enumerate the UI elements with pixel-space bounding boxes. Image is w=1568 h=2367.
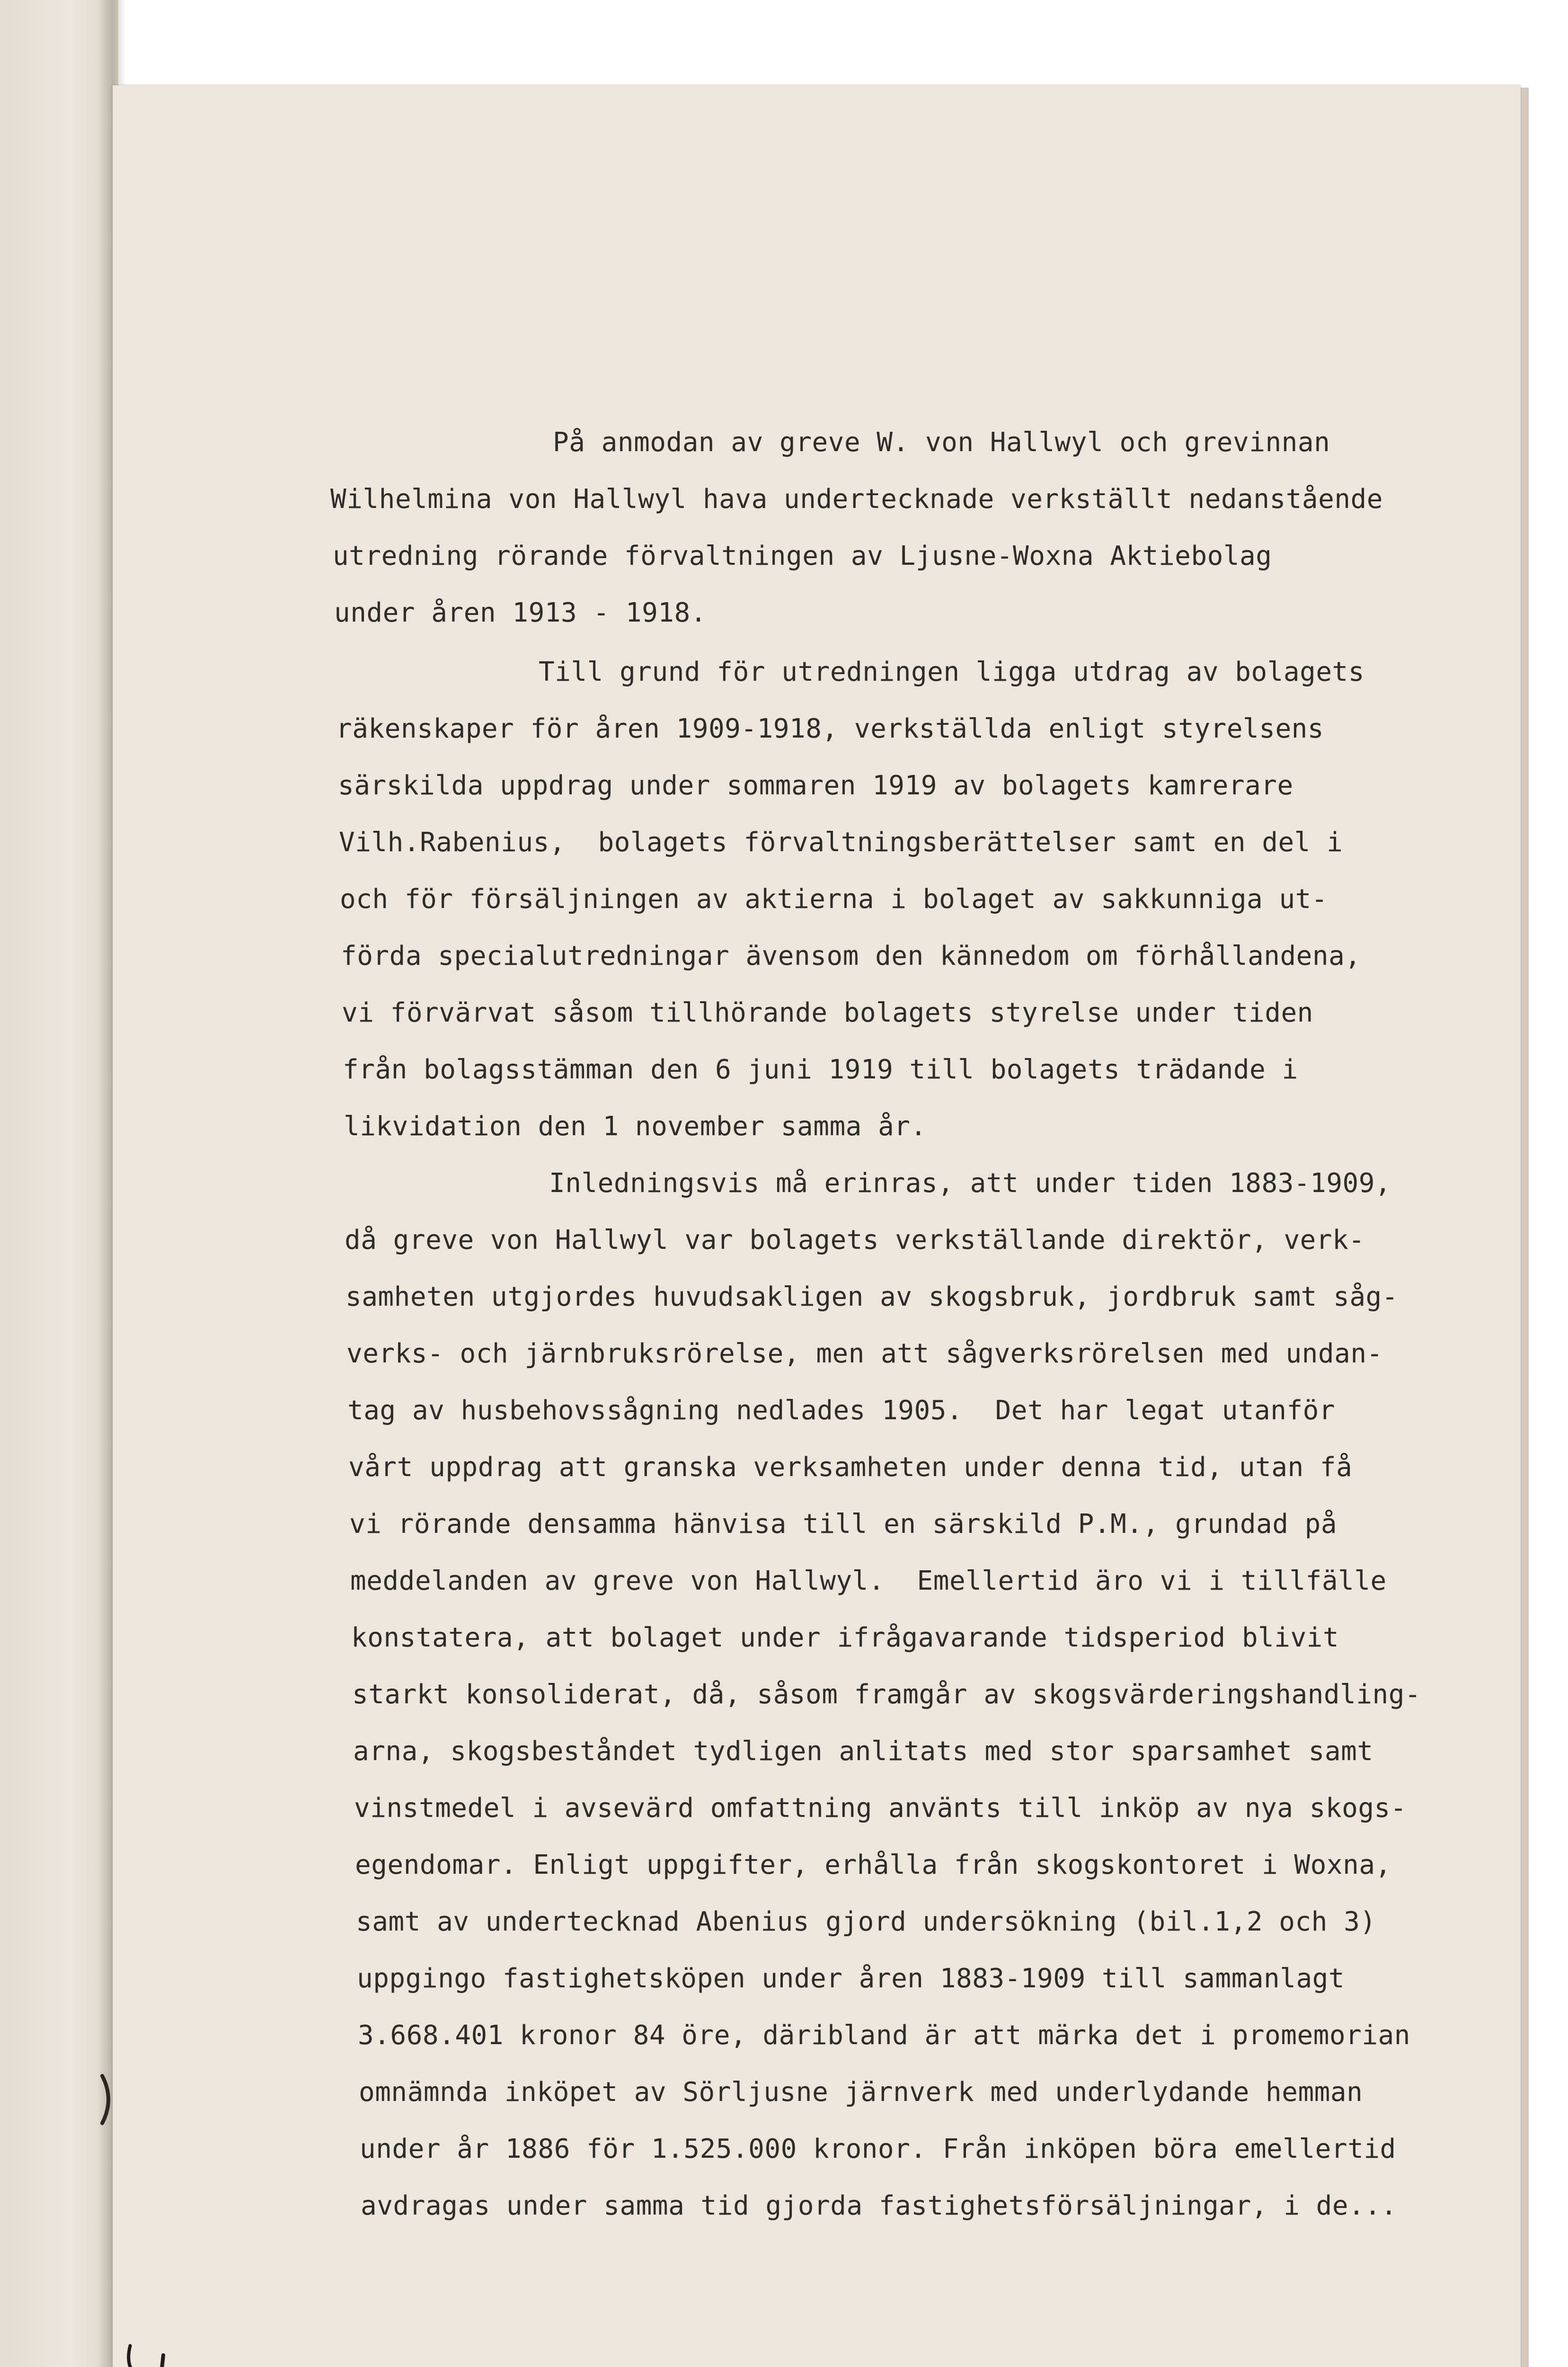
text-line: under år 1886 för 1.525.000 kronor. Från inköpen böra emellertid	[360, 2134, 1396, 2164]
text-line: avdragas under samma tid gjorda fastighetsförsäljningar, i de...	[361, 2190, 1397, 2221]
text-line: uppgingo fastighetsköpen under åren 1883-1909 till sammanlagt	[357, 1963, 1345, 1994]
text-line: konstatera, att bolaget under ifrågavarande tidsperiod blivit	[351, 1622, 1339, 1653]
text-line: och för försäljningen av aktierna i bolaget av sakkunniga ut-	[340, 884, 1328, 915]
text-line: 3.668.401 kronor 84 öre, däribland är att märka det i promemorian	[358, 2020, 1410, 2051]
text-line: från bolagsstämman den 6 juni 1919 till bolagets trädande i	[343, 1054, 1298, 1085]
text-line: omnämnda inköpet av Sörljusne järnverk med underlydande hemman	[359, 2077, 1363, 2108]
text-line: egendomar. Enligt uppgifter, erhålla från skogskontoret i Woxna,	[355, 1850, 1391, 1880]
text-line: förda specialutredningar ävensom den kännedom om förhållandena,	[341, 941, 1361, 971]
text-line: tag av husbehovssågning nedlades 1905. Det har legat utanför	[347, 1395, 1336, 1426]
text-line: under åren 1913 - 1918.	[334, 597, 707, 628]
text-line: likvidation den 1 november samma år.	[344, 1111, 927, 1142]
margin-bracket-mark	[98, 2071, 117, 2128]
text-line: verks- och järnbruksrörelse, men att sågverksrörelsen med undan-	[346, 1338, 1383, 1369]
text-line: Vilh.Rabenius, bolagets förvaltningsberättelser samt en del i	[339, 827, 1343, 858]
handwritten-initials-signature	[97, 2336, 192, 2367]
text-line: vi rörande densamma hänvisa till en särskild P.M., grundad på	[349, 1509, 1338, 1539]
text-line: Till grund för utredningen ligga utdrag av bolagets	[539, 657, 1364, 687]
text-line: vinstmedel i avsevärd omfattning använts till inköp av nya skogs-	[354, 1793, 1407, 1824]
text-line: arna, skogsbeståndet tydligen anlitats med stor sparsamhet samt	[353, 1736, 1373, 1767]
text-line: räkenskaper för åren 1909-1918, verkställda enligt styrelsens	[336, 713, 1324, 744]
text-line: samt av undertecknad Abenius gjord undersökning (bil.1,2 och 3)	[356, 1906, 1376, 1937]
typed-text-body	[113, 85, 1521, 2367]
text-line: särskilda uppdrag under sommaren 1919 av bolagets kamrerare	[338, 770, 1293, 801]
document-page	[113, 85, 1521, 2367]
text-line: På anmodan av greve W. von Hallwyl och grevinnan	[553, 427, 1330, 458]
text-line: då greve von Hallwyl var bolagets verkställande direktör, verk-	[345, 1225, 1365, 1255]
text-line: samheten utgjordes huvudsakligen av skogsbruk, jordbruk samt såg-	[345, 1281, 1398, 1312]
text-line: starkt konsoliderat, då, såsom framgår av skogsvärderingshandling-	[352, 1679, 1421, 1710]
text-line: vårt uppdrag att granska verksamheten under denna tid, utan få	[348, 1452, 1353, 1483]
text-line: utredning rörande förvaltningen av Ljusne-Woxna Aktiebolag	[333, 541, 1272, 571]
text-line: vi förvärvat såsom tillhörande bolagets styrelse under tiden	[342, 997, 1313, 1028]
text-line: Wilhelmina von Hallwyl hava undertecknade verkställt nedanstående	[330, 484, 1383, 515]
text-line: Inledningsvis må erinras, att under tiden 1883-1909,	[549, 1168, 1391, 1199]
text-line: meddelanden av greve von Hallwyl. Emellertid äro vi i tillfälle	[350, 1566, 1387, 1596]
